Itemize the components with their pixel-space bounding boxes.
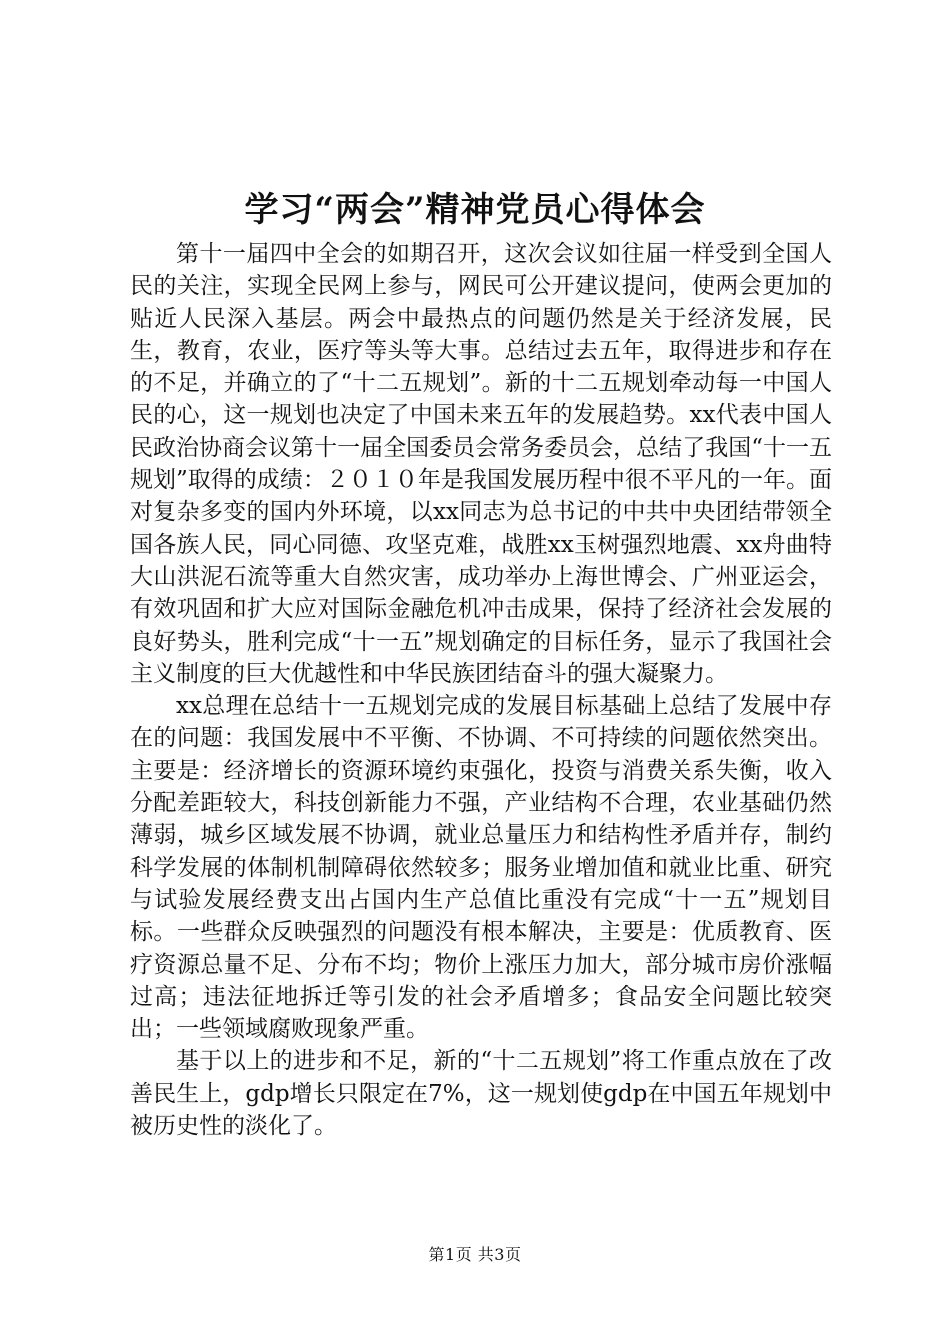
paragraph-2: xx总理在总结十一五规划完成的发展目标基础上总结了发展中存在的问题：我国发展中不平衡、不协调、不可持续的问题依然突出。主要是：经济增长的资源环境约束强化，投资与消费关系失衡，收入分配差距较大，科技创新能力不强，产业结构不合理，农业基础仍然薄弱，城乡区域发展不协调，就业总量压力和结构性矛盾并存，制约科学发展的体制机制障碍依然较多；服务业增加值和就业比重、研究与试验发展经费支出占国内生产总值比重没有完成“十一五”规划目标。一些群众反映强烈的问题没有根本解决，主要是：优质教育、医疗资源总量不足、分布不均；物价上涨压力加大，部分城市房价涨幅过高；违法征地拆迁等引发的社会矛盾增多；食品安全问题比较突出；一些领域腐败现象严重。 — [130, 693, 832, 1043]
document-title: 学习“两会”精神党员心得体会 — [244, 190, 706, 230]
paragraph-1: 第十一届四中全会的如期召开，这次会议如往届一样受到全国人民的关注，实现全民网上参与，网民可公开建议提问，使两会更加的贴近人民深入基层。两会中最热点的问题仍然是关于经济发展，民生，教育，农业，医疗等头等大事。总结过去五年，取得进步和存在的不足，并确立的了“十二五规划”。新的十二五规划牵动每一中国人民的心，这一规划也决定了中国未来五年的发展趋势。xx代表中国人民政治协商会议第十一届全国委员会常务委员会，总结了我国“十一五规划”取得的成绩：２０１０年是我国发展历程中很不平凡的一年。面对复杂多变的国内外环境，以xx同志为总书记的中共中央团结带领全国各族人民，同心同德、攻坚克难，战胜xx玉树强烈地震、xx舟曲特大山洪泥石流等重大自然灾害，成功举办上海世博会、广州亚运会，有效巩固和扩大应对国际金融危机冲击成果，保持了经济社会发展的良好势头，胜利完成“十一五”规划确定的目标任务，显示了我国社会主义制度的巨大优越性和中华民族团结奋斗的强大凝聚力。 — [130, 241, 832, 687]
document-body — [130, 238, 832, 1142]
page-number-footer: 第1页 共3页 — [428, 1245, 522, 1264]
paragraph-3: 基于以上的进步和不足，新的“十二五规划”将工作重点放在了改善民生上，gdp增长只限定在7%，这一规划使gdp在中国五年规划中被历史性的淡化了。 — [130, 1048, 832, 1140]
